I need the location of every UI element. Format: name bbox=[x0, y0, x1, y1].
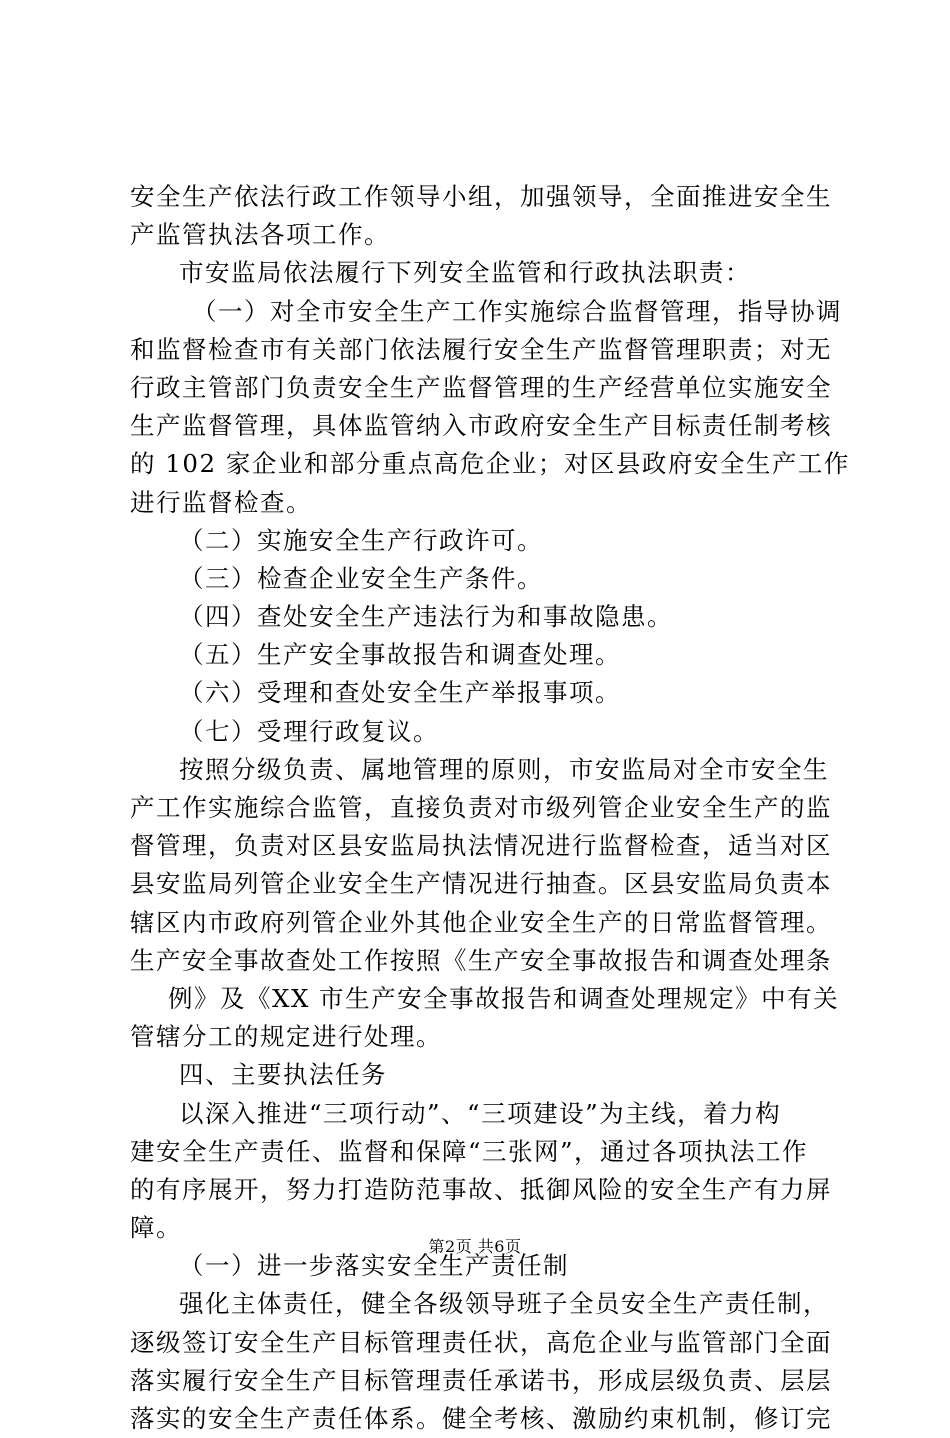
text-line: 行政主管部门负责安全生产监督管理的生产经营单位实施安全 bbox=[130, 372, 832, 402]
text-line: 生产监督管理，具体监管纳入市政府安全生产目标责任制考核 bbox=[130, 411, 832, 441]
text-line: 的有序展开，努力打造防范事故、抵御风险的安全生产有力屏 bbox=[130, 1174, 832, 1204]
text-line: 和监督检查市有关部门依法履行安全生产监督管理职责；对无 bbox=[130, 334, 832, 364]
text-line: 安全生产依法行政工作领导小组，加强领导，全面推进安全生 bbox=[130, 182, 832, 211]
text-line: 例》及《XX 市生产安全事故报告和调查处理规定》中有关 bbox=[168, 983, 840, 1013]
text-line: （四）查处安全生产违法行为和事故隐患。 bbox=[179, 602, 673, 632]
text-line: （六）受理和查处安全生产举报事项。 bbox=[179, 678, 621, 708]
text-line: 生产安全事故查处工作按照《生产安全事故报告和调查处理条 bbox=[130, 945, 832, 975]
text-line: （七）受理行政复议。 bbox=[179, 716, 439, 746]
text-line: 产监管执法各项工作。 bbox=[130, 220, 390, 250]
page-footer: 第2页 共6页 bbox=[428, 1237, 522, 1256]
text-line: 以深入推进“三项行动”、“三项建设”为主线，着力构 bbox=[179, 1098, 782, 1128]
text-line: 进行监督检查。 bbox=[130, 487, 312, 517]
text-line: 建安全生产责任、监督和保障“三张网”，通过各项执法工作 bbox=[130, 1136, 809, 1166]
text-line: 辖区内市政府列管企业外其他企业安全生产的日常监督管理。 bbox=[130, 907, 832, 937]
text-line: （二）实施安全生产行政许可。 bbox=[179, 525, 543, 555]
text-line: （一）进一步落实安全生产责任制 bbox=[179, 1251, 569, 1281]
text-line: 按照分级负责、属地管理的原则，市安监局对全市安全生 bbox=[179, 754, 829, 784]
text-line: 产工作实施综合监管，直接负责对市级列管企业安全生产的监 bbox=[130, 793, 832, 822]
text-line: 县安监局列管企业安全生产情况进行抽查。区县安监局负责本 bbox=[130, 869, 832, 899]
text-line: 四、主要执法任务 bbox=[179, 1060, 387, 1090]
text-line: （五）生产安全事故报告和调查处理。 bbox=[179, 640, 621, 670]
text-line: 落实履行安全生产目标管理责任承诺书，形成层级负责、层层 bbox=[130, 1365, 832, 1395]
text-line: 强化主体责任，健全各级领导班子全员安全生产责任制， bbox=[179, 1289, 829, 1319]
text-line: 障。 bbox=[130, 1213, 182, 1243]
text-line: 管辖分工的规定进行处理。 bbox=[130, 1022, 442, 1052]
text-line: 落实的安全生产责任体系。健全考核、激励约束机制，修订完 bbox=[130, 1404, 832, 1433]
text-line: （一）对全市安全生产工作实施综合监督管理，指导协调 bbox=[192, 296, 842, 326]
text-line: 督管理，负责对区县安监局执法情况进行监督检查，适当对区 bbox=[130, 831, 832, 861]
text-line: 市安监局依法履行下列安全监管和行政执法职责： bbox=[179, 258, 751, 288]
text-line: 的 102 家企业和部分重点高危企业；对区县政府安全生产工作 bbox=[130, 449, 850, 479]
text-line: （三）检查企业安全生产条件。 bbox=[179, 563, 543, 593]
text-line: 逐级签订安全生产目标管理责任状，高危企业与监管部门全面 bbox=[130, 1327, 832, 1357]
